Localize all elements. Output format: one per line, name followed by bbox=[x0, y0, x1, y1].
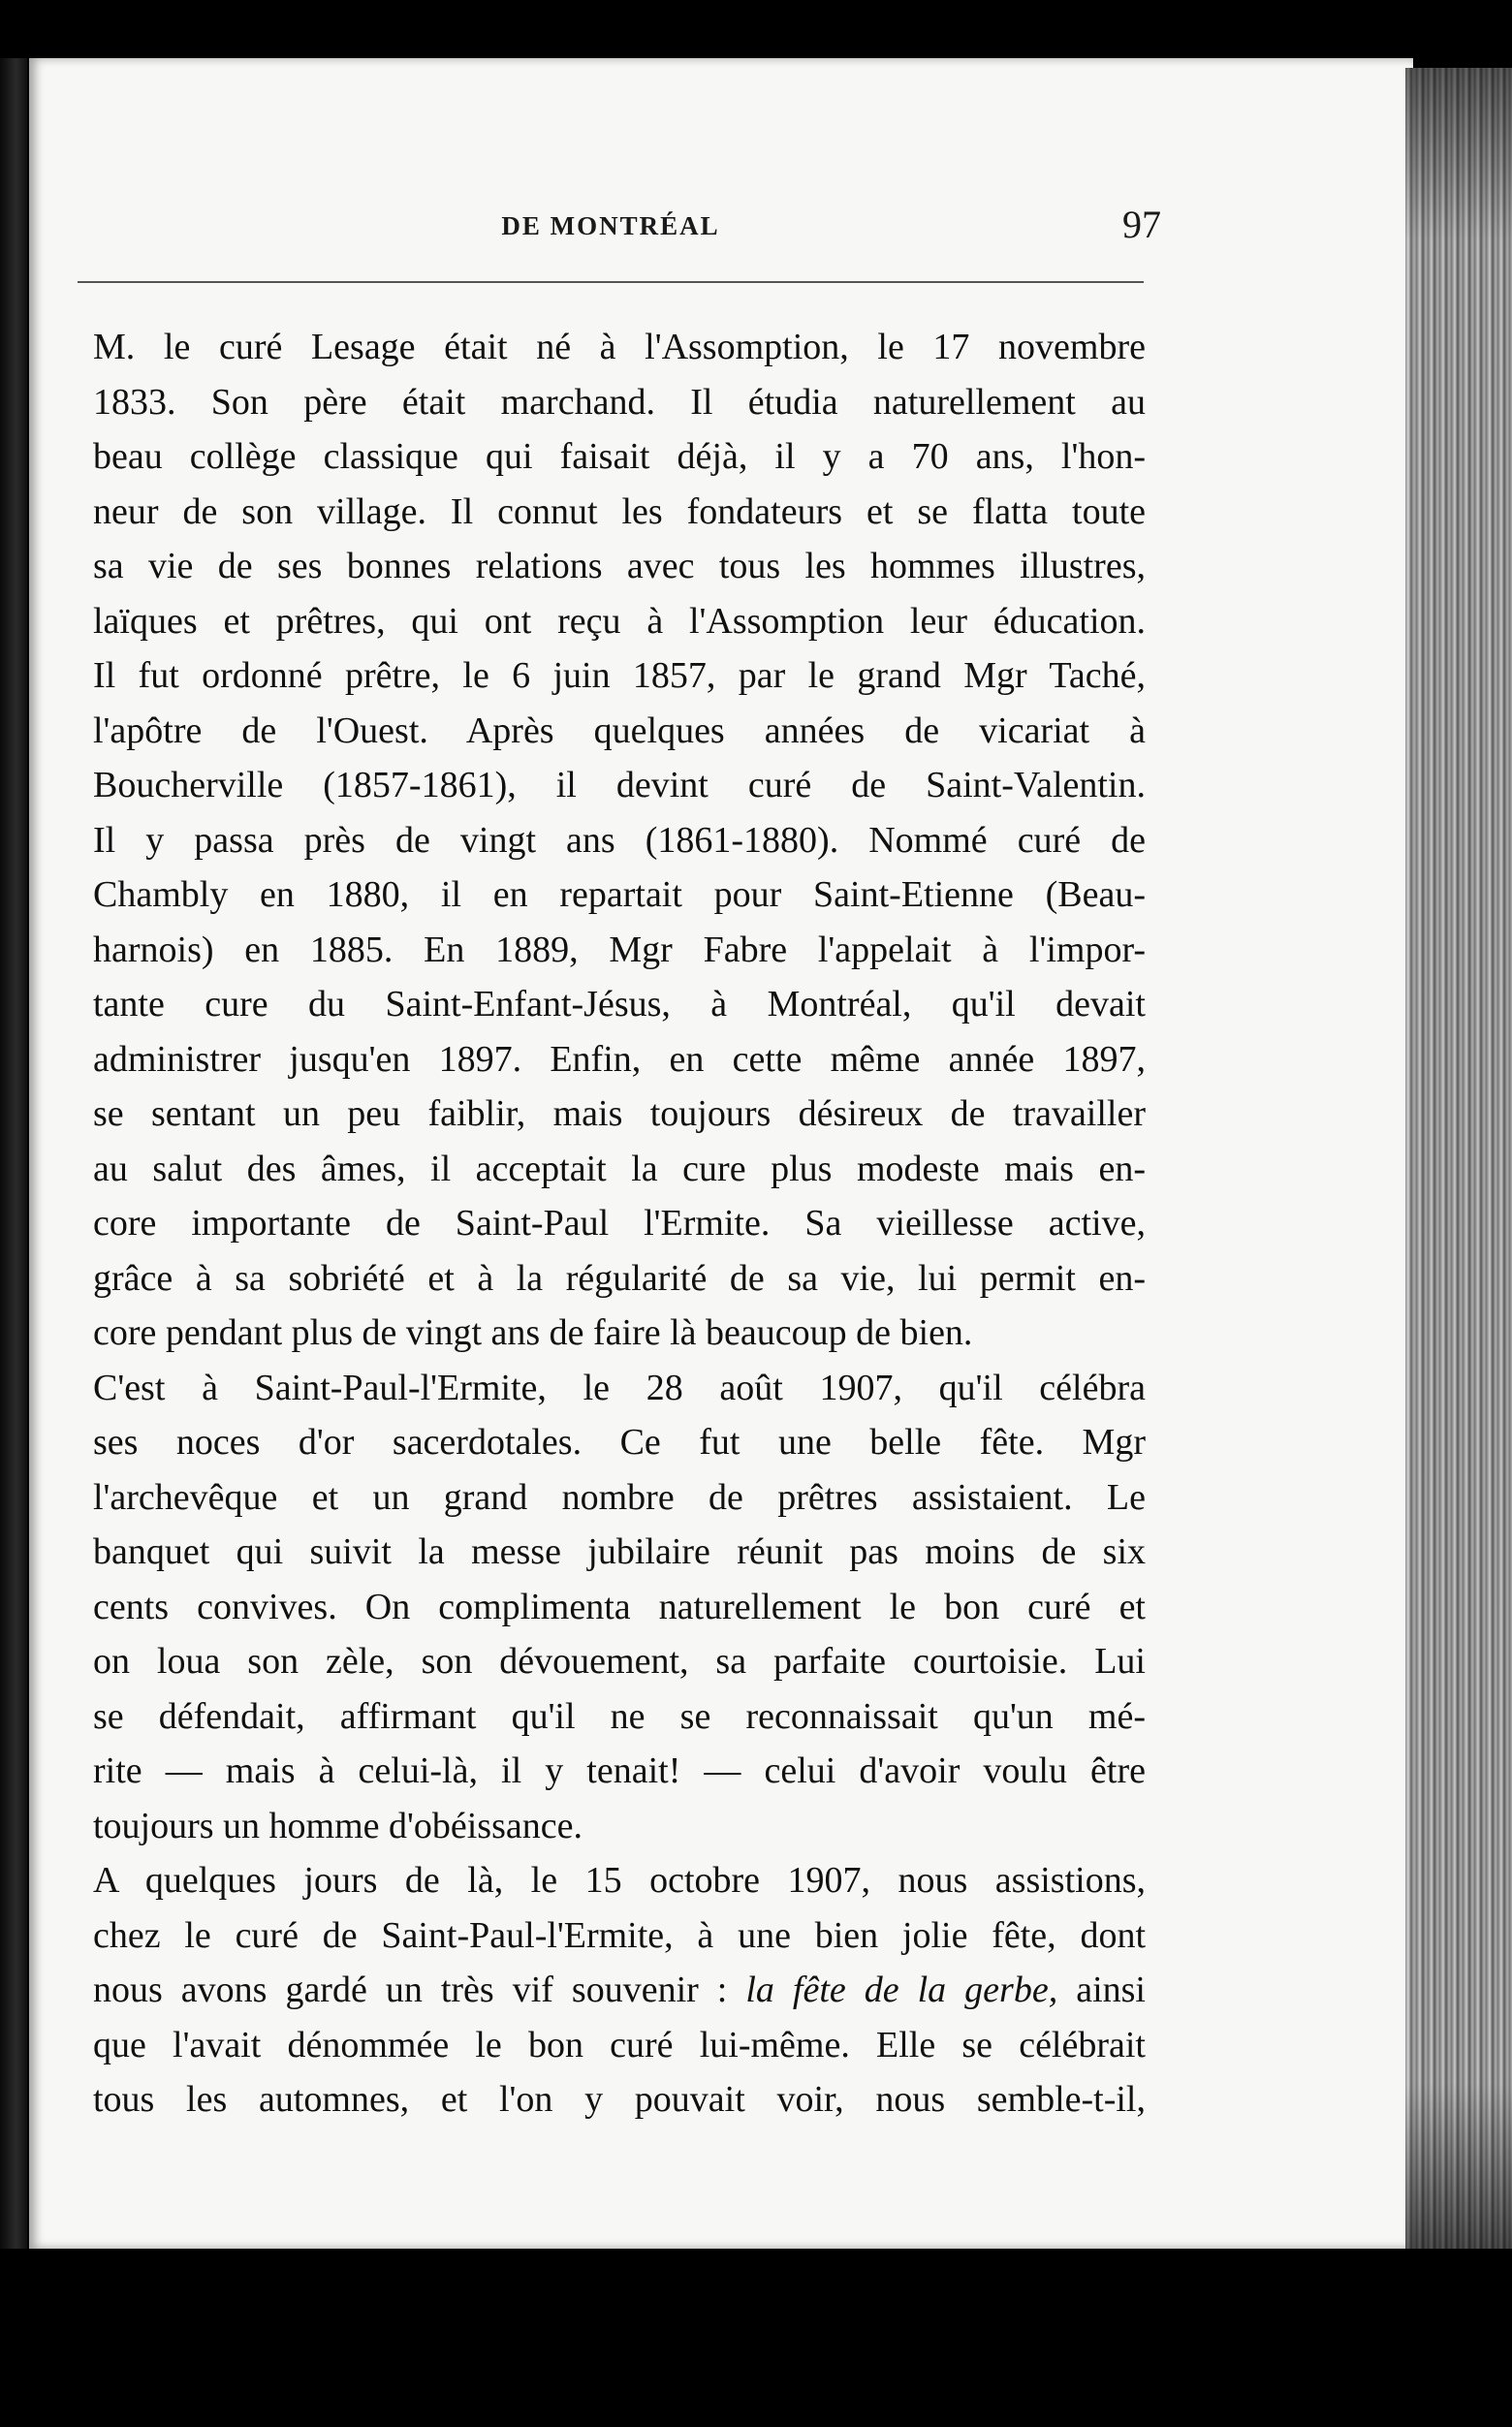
header-rule bbox=[78, 281, 1144, 283]
text-line: beau collège classique qui faisait déjà, il y a 70 ans, l'hon- bbox=[93, 436, 1146, 477]
text-line: harnois) en 1885. En 1889, Mgr Fabre l'appelait à l'impor- bbox=[93, 929, 1146, 970]
text-line: se défendait, affirmant qu'il ne se reconnaissait qu'un mé- bbox=[93, 1695, 1146, 1737]
text-line: M. le curé Lesage était né à l'Assomption, le 17 novembre bbox=[93, 327, 1146, 367]
text-line: chez le curé de Saint-Paul-l'Ermite, à une bien jolie fête, dont bbox=[93, 1914, 1146, 1956]
scan-background bbox=[0, 2249, 1512, 2427]
text-line: rite — mais à celui-là, il y tenait! — celui d'avoir voulu être bbox=[93, 1750, 1146, 1791]
text-line: l'archevêque et un grand nombre de prêtres assistaient. Le bbox=[93, 1476, 1146, 1518]
text-line: sa vie de ses bonnes relations avec tous les hommes illustres, bbox=[93, 546, 1146, 586]
text-line: on loua son zèle, son dévouement, sa parfaite courtoisie. Lui bbox=[93, 1641, 1146, 1682]
page-number: 97 bbox=[1122, 203, 1161, 246]
text-line: l'apôtre de l'Ouest. Après quelques années de vicariat à bbox=[93, 709, 1146, 751]
paragraph-1 bbox=[54, 320, 1146, 1361]
text-line: core importante de Saint-Paul l'Ermite. Sa vieillesse active, bbox=[93, 1203, 1146, 1244]
text-line: Boucherville (1857-1861), il devint curé de Saint-Valentin. bbox=[93, 765, 1146, 805]
text-line: banquet qui suivit la messe jubilaire réunit pas moins de six bbox=[93, 1531, 1146, 1572]
italic-phrase: la fête de la gerbe, bbox=[745, 1970, 1058, 2010]
text-line: au salut des âmes, il acceptait la cure plus modeste mais en- bbox=[93, 1148, 1146, 1189]
text-line: laïques et prêtres, qui ont reçu à l'Assomption leur éducation. bbox=[93, 600, 1146, 642]
text-line: A quelques jours de là, le 15 octobre 1907, nous assistions, bbox=[93, 1860, 1146, 1901]
text-line: Il y passa près de vingt ans (1861-1880). Nommé curé de bbox=[93, 819, 1146, 861]
text-line: se sentant un peu faiblir, mais toujours désireux de travailler bbox=[93, 1093, 1146, 1134]
text-line: toujours un homme d'obéissance. bbox=[93, 1805, 583, 1846]
paragraph-2 bbox=[54, 1361, 1146, 1854]
text-line: neur de son village. Il connut les fondateurs et se flatta toute bbox=[93, 490, 1146, 532]
book-gutter bbox=[0, 58, 27, 2249]
text-line: Chambly en 1880, il en repartait pour Saint-Etienne (Beau- bbox=[93, 874, 1146, 915]
text-line: que l'avait dénommée le bon curé lui-même. Elle se célébrait bbox=[93, 2024, 1146, 2065]
text-line: 1833. Son père était marchand. Il étudia naturellement au bbox=[93, 381, 1146, 423]
paragraph-3 bbox=[54, 1853, 1146, 2128]
text-line: grâce à sa sobriété et à la régularité de sa vie, lui permit en- bbox=[93, 1257, 1146, 1299]
text-line: nous avons gardé un très vif souvenir : la fête de la gerbe, ainsi bbox=[93, 1970, 1146, 2010]
text-line: ses noces d'or sacerdotales. Ce fut une belle fête. Mgr bbox=[93, 1422, 1146, 1463]
text-line: Il fut ordonné prêtre, le 6 juin 1857, par le grand Mgr Taché, bbox=[93, 655, 1146, 696]
text-line: administrer jusqu'en 1897. Enfin, en cette même année 1897, bbox=[93, 1038, 1146, 1080]
text-line: cents convives. On complimenta naturellement le bon curé et bbox=[93, 1586, 1146, 1627]
running-head: DE MONTRÉAL bbox=[501, 211, 720, 240]
text-line: C'est à Saint-Paul-l'Ermite, le 28 août 1907, qu'il célébra bbox=[93, 1367, 1146, 1408]
body-text bbox=[54, 320, 1146, 2128]
text-line: tous les automnes, et l'on y pouvait voir, nous semble-t-il, bbox=[93, 2079, 1146, 2120]
text-line: core pendant plus de vingt ans de faire là beaucoup de bien. bbox=[93, 1312, 973, 1353]
page-edges bbox=[1405, 68, 1512, 2258]
text-line: tante cure du Saint-Enfant-Jésus, à Montréal, qu'il devait bbox=[93, 984, 1146, 1024]
